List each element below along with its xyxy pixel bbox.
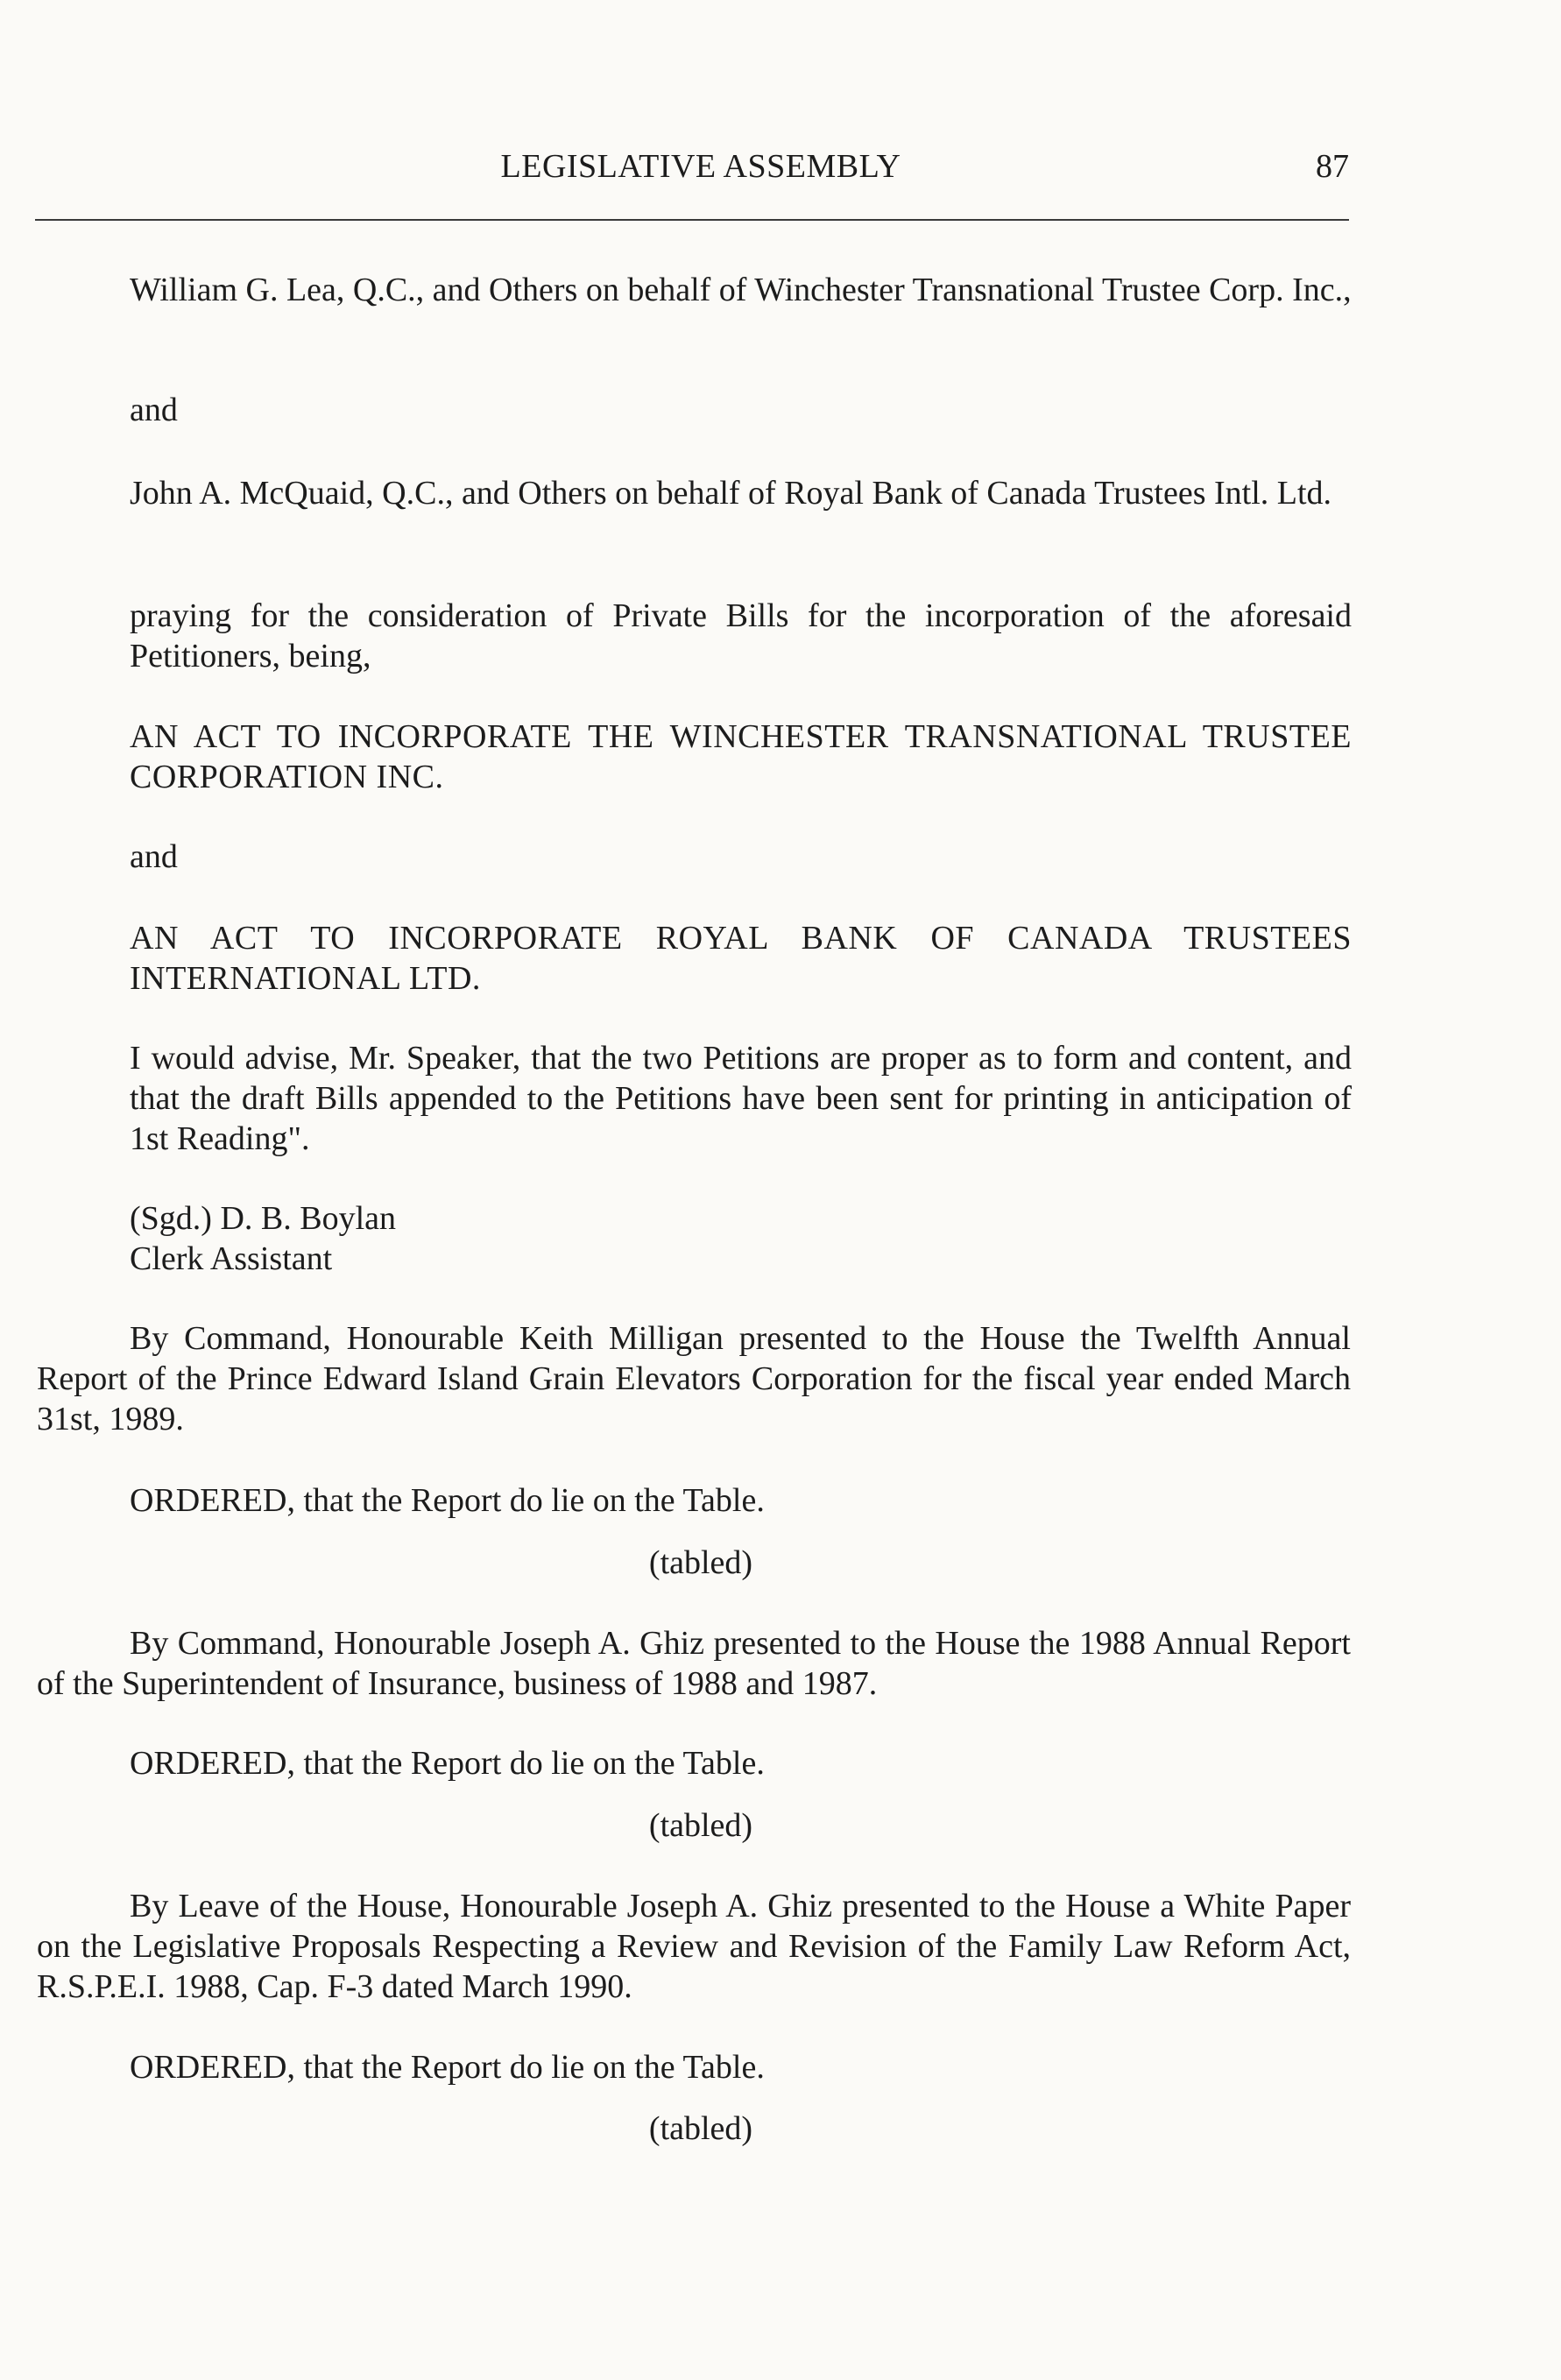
ordered-paragraph-1: ORDERED, that the Report do lie on the Table. [130,1482,765,1519]
tabled-note-1: (tabled) [648,1544,753,1581]
ordered-paragraph-2: ORDERED, that the Report do lie on the Table. [130,1745,765,1782]
command-paragraph-2: By Command, Honourable Joseph A. Ghiz presented to the House the 1988 Annual Report of the Superintendent of Insurance, business of 1988 and 1987. [37,1625,1351,1702]
page-number: 87 [1316,148,1349,185]
act-title-2: AN ACT TO INCORPORATE ROYAL BANK OF CANADA TRUSTEES INTERNATIONAL LTD. [130,920,1352,997]
signature-name: (Sgd.) D. B. Boylan [130,1200,396,1237]
act-title-1: AN ACT TO INCORPORATE THE WINCHESTER TRANSNATIONAL TRUSTEE CORPORATION INC. [130,718,1352,795]
conjunction-and-2: and [130,838,178,875]
leave-paragraph: By Leave of the House, Honourable Joseph A. Ghiz presented to the House a White Paper on the Legislative Proposals Respecting a Review and Revision of the Family Law Reform Act, R.S.P.E.I. 1988, Cap. F-3 dated March 1990. [37,1888,1351,2005]
header-rule [35,219,1349,221]
tabled-note-2: (tabled) [648,1807,753,1844]
command-paragraph-1: By Command, Honourable Keith Milligan presented to the House the Twelfth Annual Report of the Prince Edward Island Grain Elevators Corporation for the fiscal year ended March 31st, 1989. [37,1320,1351,1437]
petitioner-paragraph-1: William G. Lea, Q.C., and Others on behalf of Winchester Transnational Trustee Corp. Inc., [130,272,1352,308]
conjunction-and-1: and [130,392,178,428]
tabled-note-3: (tabled) [648,2110,753,2147]
ordered-paragraph-3: ORDERED, that the Report do lie on the Table. [130,2049,765,2086]
petitioner-paragraph-2: John A. McQuaid, Q.C., and Others on behalf of Royal Bank of Canada Trustees Intl. Ltd. [130,475,1332,512]
praying-paragraph: praying for the consideration of Private Bills for the incorporation of the aforesaid Petitioners, being, [130,597,1352,674]
signature-title: Clerk Assistant [130,1240,333,1277]
page-header-title: LEGISLATIVE ASSEMBLY [500,148,901,185]
advise-paragraph: I would advise, Mr. Speaker, that the two Petitions are proper as to form and content, and that the draft Bills appended to the Petitions have been sent for printing in anticipation of 1st Reading". [130,1040,1352,1157]
